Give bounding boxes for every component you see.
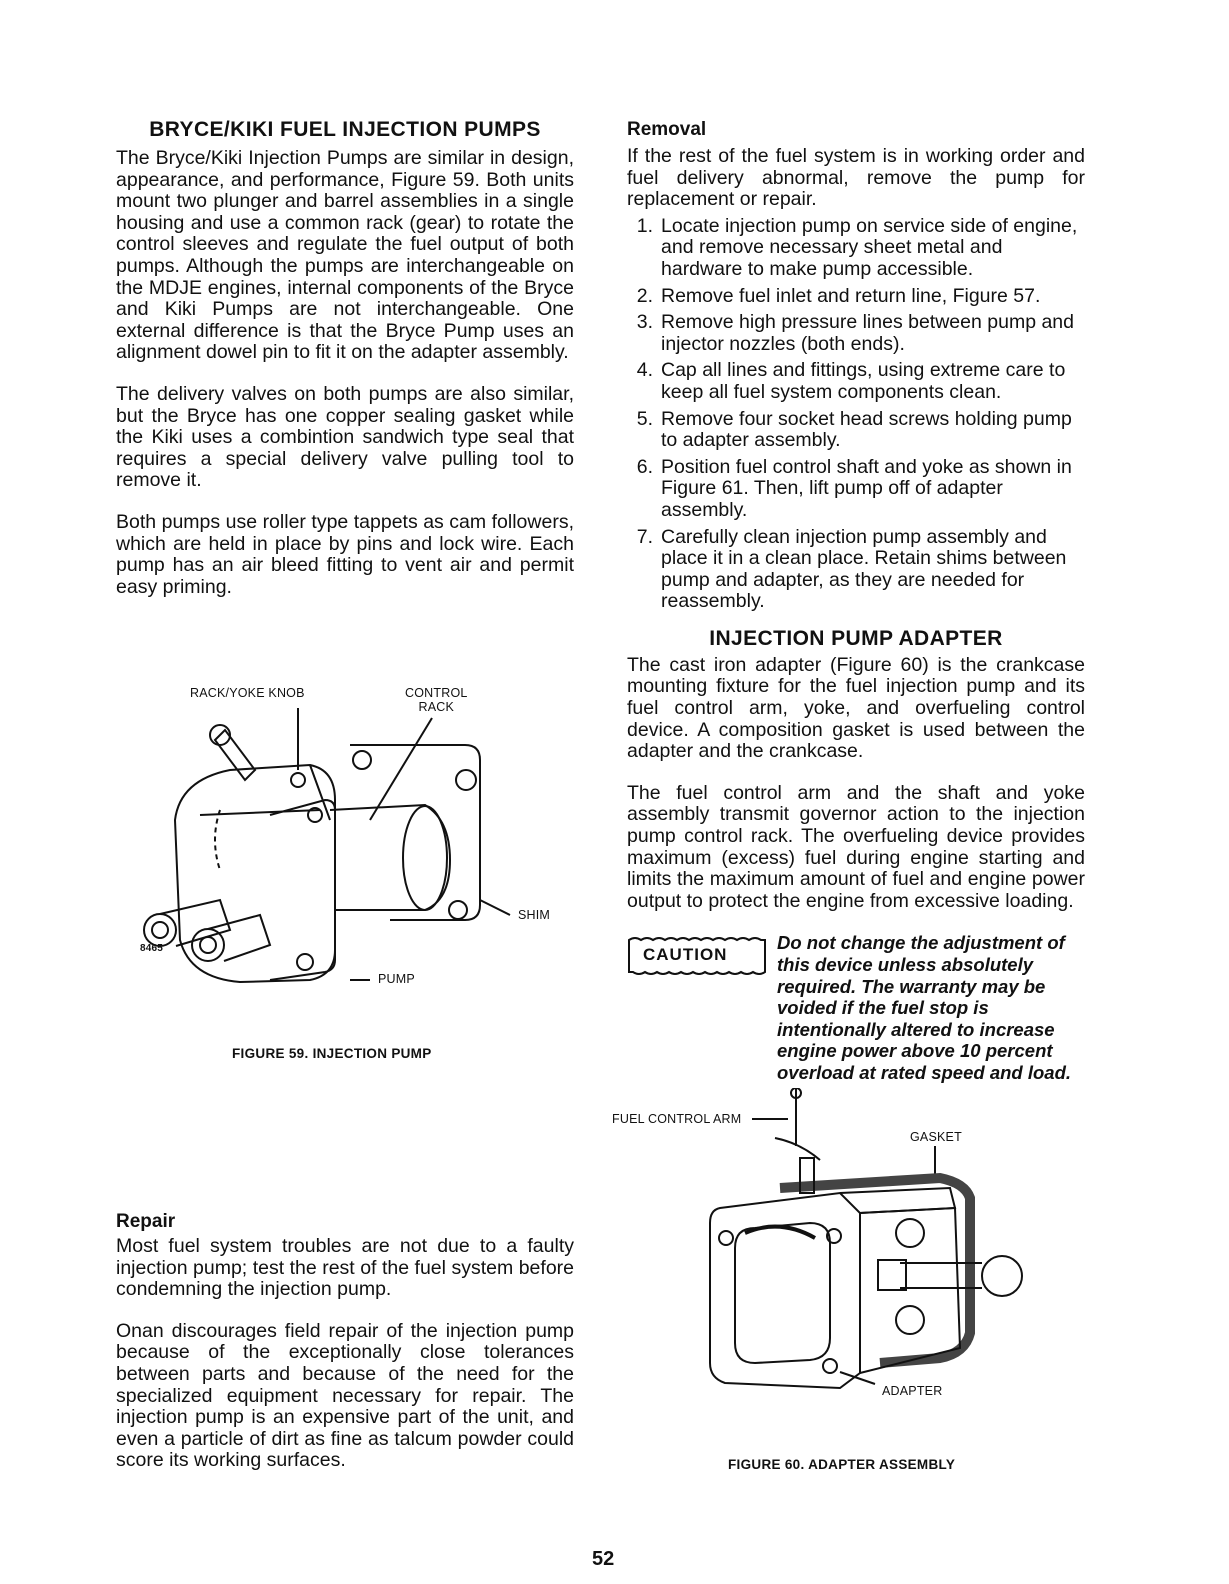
paragraph: Most fuel system troubles are not due to a faulty injection pump; test the rest of the fuel system before condemning the injection pump. xyxy=(116,1235,574,1301)
paragraph: The Bryce/Kiki Injection Pumps are similar in design, appearance, and performance, Figure 59. Both units mount two plunger and barrel assemblies in a single housing and use a common rack (gear) to rotate the control sleeves and regulate the fuel output of both pumps. Although the pumps are interchangeable on the MDJE engines, internal components of the Bryce and Kiki Pumps are not interchangeable. One external difference is that the Bryce Pump uses an alignment dowel pin to fit it on the adapter assembly. xyxy=(116,147,574,364)
label-control-rack: CONTROL RACK xyxy=(405,686,468,714)
removal-intro: If the rest of the fuel system is in working order and fuel delivery abnormal, remove the pump for replacement or repair. xyxy=(627,145,1085,211)
figure-59-caption: FIGURE 59. INJECTION PUMP xyxy=(232,1046,432,1061)
list-item: 6. Position fuel control shaft and yoke as shown in Figure 61. Then, lift pump off of adapter assembly. xyxy=(636,455,1072,521)
list-item: 7. Carefully clean injection pump assembly and place it in a clean place. Retain shims between pump and adapter, as they are needed for reassembly. xyxy=(636,525,1067,613)
page-number: 52 xyxy=(592,1548,615,1570)
label-fuel-control-arm: FUEL CONTROL ARM xyxy=(612,1112,742,1126)
list-item: 4. Cap all lines and fittings, using extreme care to keep all fuel system components clean. xyxy=(636,359,1066,403)
label-pump: PUMP xyxy=(378,972,415,986)
section-title-bryce-kiki: BRYCE/KIKI FUEL INJECTION PUMPS xyxy=(149,118,541,141)
removal-title: Removal xyxy=(627,119,707,140)
label-adapter: ADAPTER xyxy=(882,1384,943,1398)
list-item: 1. Locate injection pump on service side of engine, and remove necessary sheet metal and hardware to make pump accessible. xyxy=(636,214,1078,280)
paragraph: The delivery valves on both pumps are also similar, but the Bryce has one copper sealing gasket while the Kiki uses a combintion sandwich type seal that requires a special delivery valve pulling tool to remove it. xyxy=(116,382,574,492)
figure-60-adapter-assembly xyxy=(610,1088,1030,1428)
label-gasket: GASKET xyxy=(910,1130,962,1144)
caution-label: CAUTION xyxy=(643,945,728,965)
caution-notice xyxy=(627,934,1085,1083)
paragraph: Onan discourages field repair of the injection pump because of the exceptionally close tolerances between parts and because of the need for the specialized equipment necessary for repair. The injection pump is an expensive part of the unit, and even a particle of dirt as fine as talcum powder could score its working surfaces. xyxy=(116,1319,574,1472)
list-item: 3. Remove high pressure lines between pump and injector nozzles (both ends). xyxy=(636,311,1074,355)
right-column xyxy=(627,118,1085,1084)
label-part-code: 8465 xyxy=(140,943,164,954)
label-rack-yoke-knob: RACK/YOKE KNOB xyxy=(190,686,305,700)
caution-badge xyxy=(627,934,769,978)
label-shim: SHIM xyxy=(518,908,551,922)
repair-title: Repair xyxy=(116,1211,176,1232)
caution-text: Do not change the adjustment of this device unless absolutely required. The warranty may be voided if the fuel stop is intentionally altered to increase engine power above 10 percent overload at rated speed and load. xyxy=(777,932,1072,1083)
paragraph: Both pumps use roller type tappets as cam followers, which are held in place by pins and lock wire. Each pump has an air bleed fitting to vent air and permit easy priming. xyxy=(116,510,574,598)
list-item: 2. Remove fuel inlet and return line, Figure 57. xyxy=(636,284,1041,307)
removal-steps xyxy=(627,216,1085,613)
repair-section xyxy=(116,1210,574,1492)
list-item: 5. Remove four socket head screws holding pump to adapter assembly. xyxy=(636,407,1072,452)
paragraph: The cast iron adapter (Figure 60) is the crankcase mounting fixture for the fuel injection pump and its fuel control arm, yoke, and overfueling control device. A composition gasket is used between the adapter and the crankcase. xyxy=(627,653,1085,763)
figure-59-injection-pump xyxy=(120,680,580,1050)
paragraph: The fuel control arm and the shaft and yoke assembly transmit governor action to the injection pump control rack. The overfueling device provides maximum (excess) fuel during engine starting and limits the maximum amount of fuel and engine power output to protect the engine from excessive loading. xyxy=(627,781,1085,912)
left-column xyxy=(116,118,574,618)
figure-60-caption: FIGURE 60. ADAPTER ASSEMBLY xyxy=(728,1457,956,1472)
injection-pump-illustration xyxy=(120,700,580,1020)
adapter-assembly-illustration xyxy=(610,1088,1030,1418)
section-title-adapter: INJECTION PUMP ADAPTER xyxy=(709,626,1003,650)
